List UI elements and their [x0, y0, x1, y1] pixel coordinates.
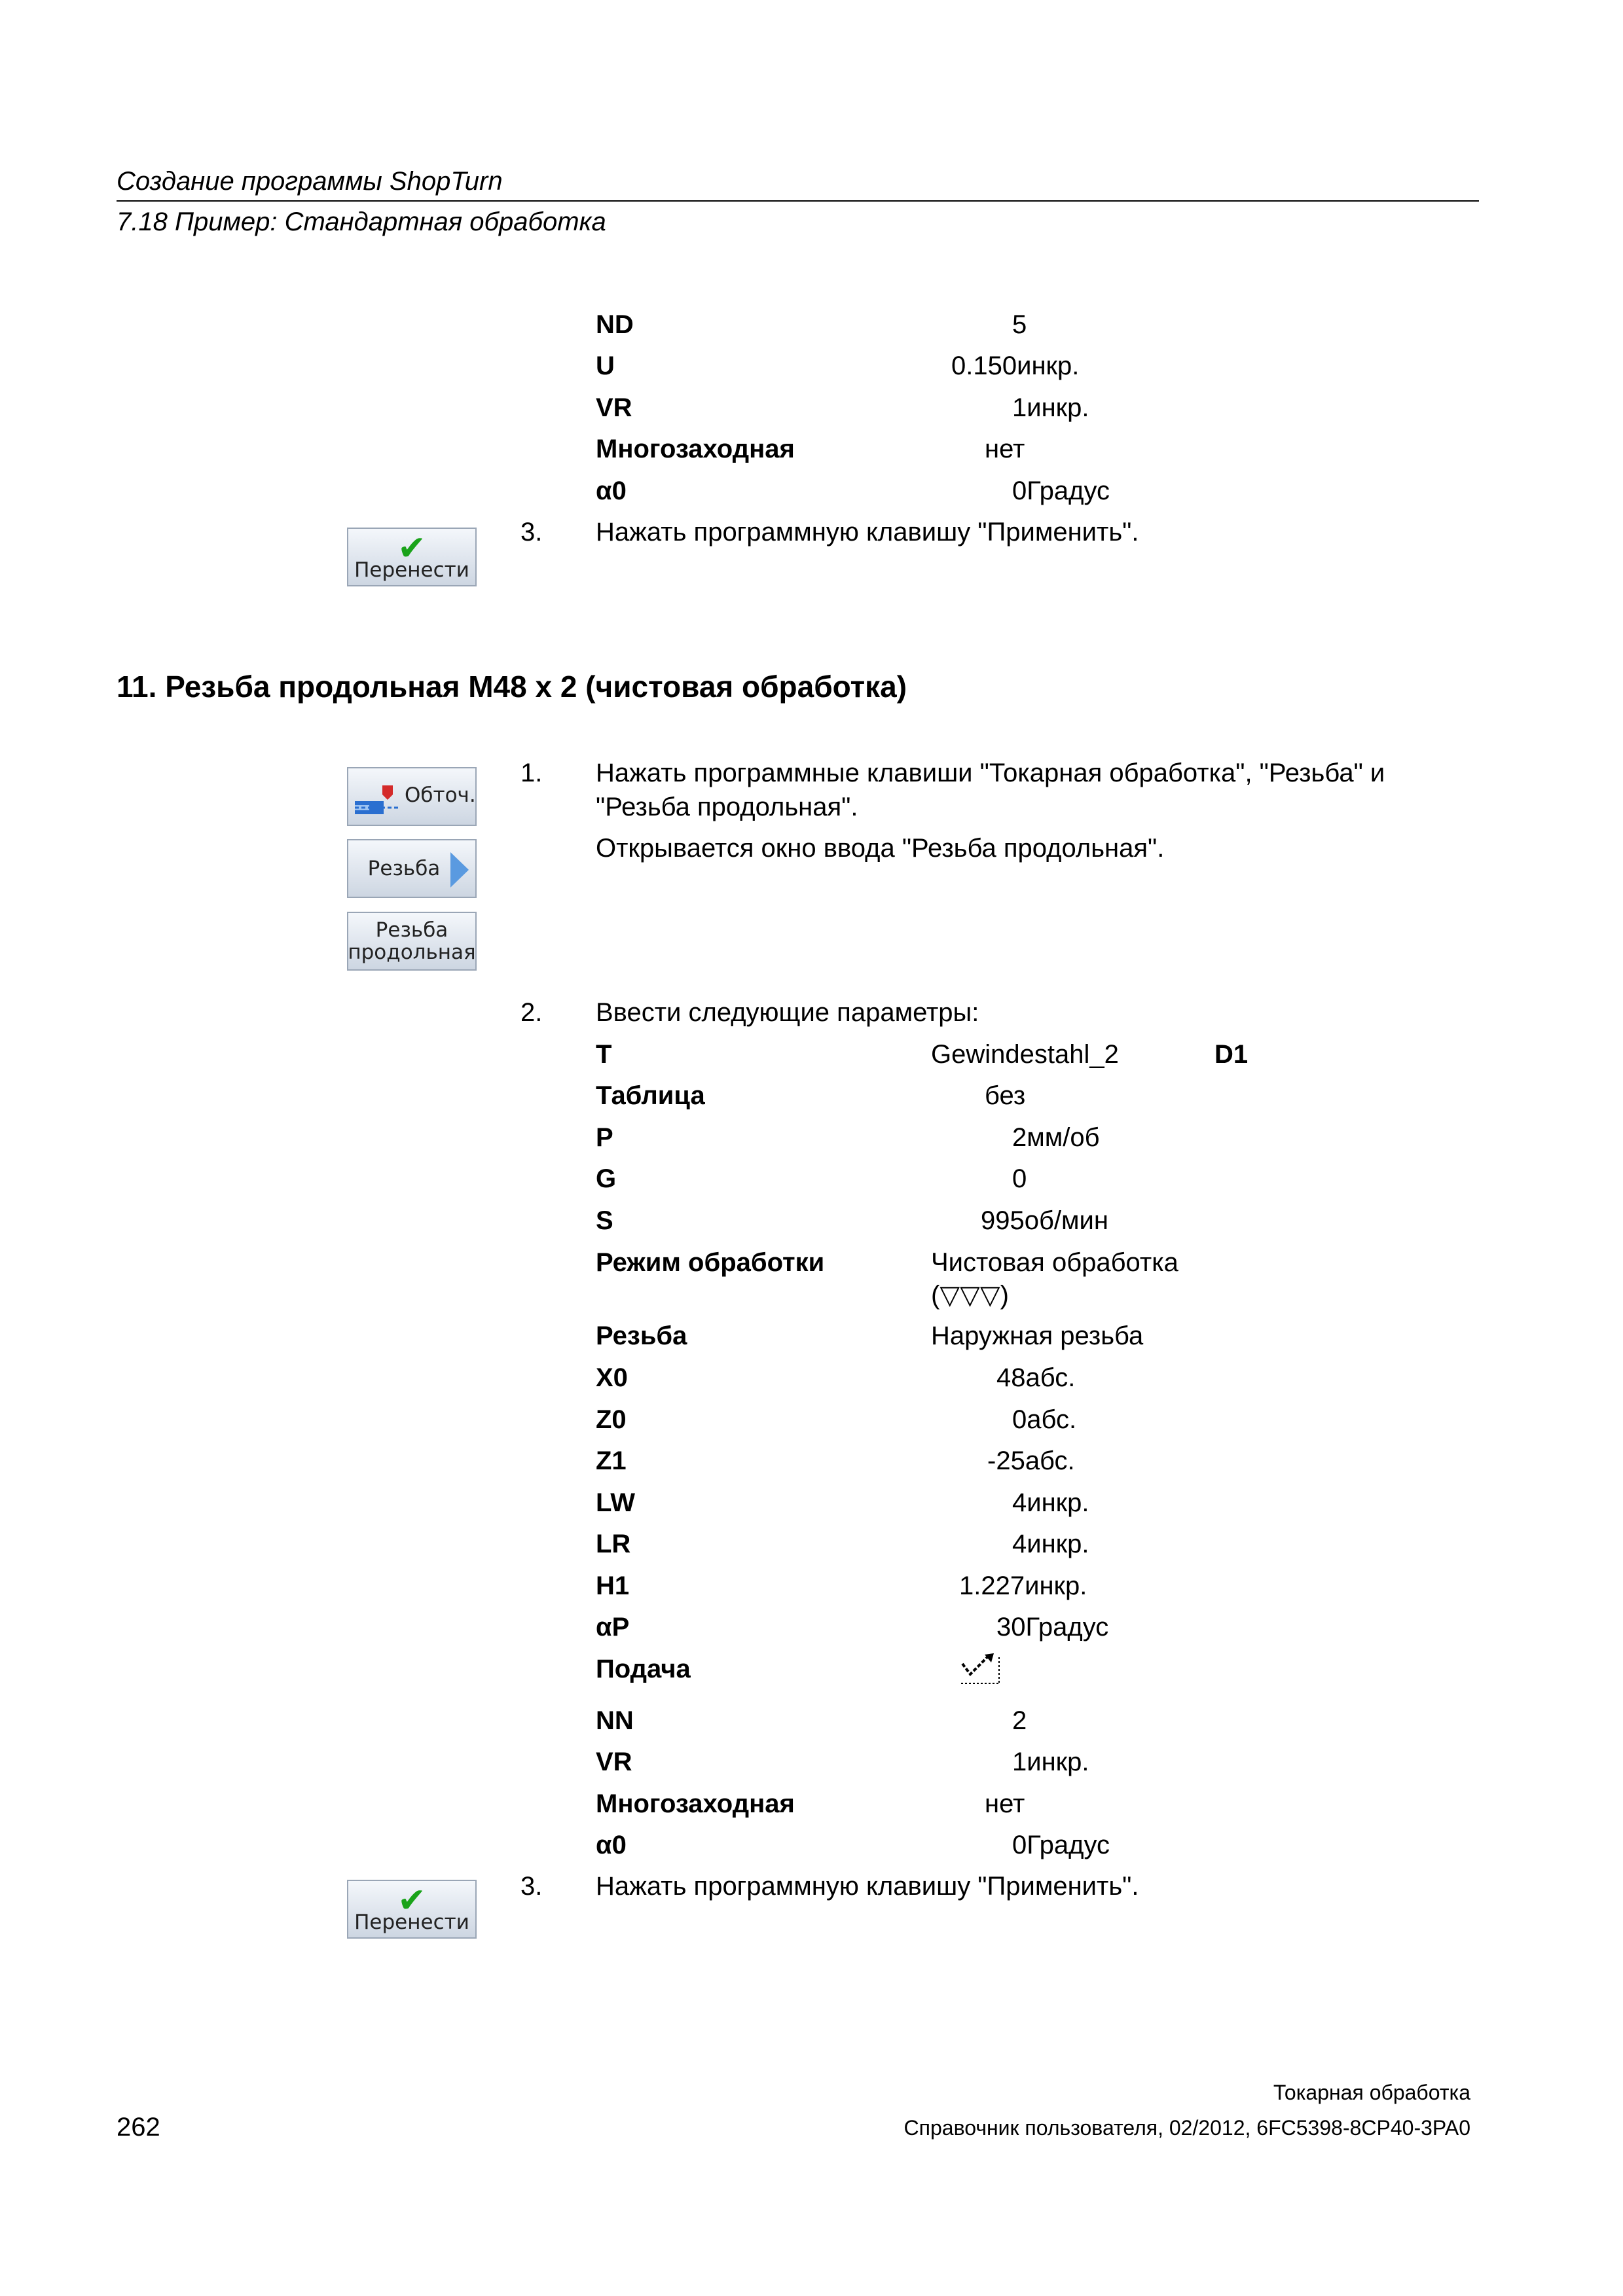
param-key-lw: LW	[596, 1488, 635, 1517]
step-text: Ввести следующие параметры:	[596, 998, 979, 1027]
apply-softkey[interactable]	[347, 528, 477, 586]
param-value-table: без	[985, 1081, 1026, 1110]
param-value-lw: 4инкр.	[1012, 1488, 1089, 1517]
param-value-alpha0: 0Градус	[1012, 476, 1110, 505]
param-key-table: Таблица	[596, 1081, 705, 1110]
param-value-alpha-p: 30Градус	[996, 1613, 1109, 1641]
param-value-nn: 2	[1012, 1706, 1027, 1735]
param-value-g: 0	[1012, 1164, 1027, 1193]
step-number: 3.	[520, 1872, 543, 1901]
page-number: 262	[117, 2113, 160, 2142]
param-value-machining-mode: Чистовая обработка	[931, 1248, 1178, 1277]
thread-softkey[interactable]	[347, 839, 477, 898]
param-key-t: T	[596, 1040, 612, 1069]
param-value-x0: 48абс.	[996, 1363, 1076, 1392]
param-key-z1: Z1	[596, 1446, 627, 1475]
step-number: 2.	[520, 998, 543, 1027]
step-text-line2: "Резьба продольная".	[596, 793, 858, 821]
param-key-vr: VR	[596, 393, 632, 422]
turning-icon	[354, 781, 399, 818]
apply-softkey[interactable]	[347, 1880, 477, 1939]
checkmark-icon: ✔	[397, 529, 426, 568]
param-key-alpha-p: αP	[596, 1613, 630, 1641]
param-key-alpha0: α0	[596, 476, 627, 505]
step-text-line1: Нажать программные клавиши "Токарная обработка", "Резьба" и	[596, 759, 1385, 787]
param-key-x0: X0	[596, 1363, 628, 1392]
apply-softkey-label: Перенести	[354, 558, 469, 582]
param-value-nd: 5	[1012, 310, 1027, 339]
feed-icon	[960, 1651, 1002, 1686]
param-key-lr: LR	[596, 1530, 631, 1558]
step-number: 1.	[520, 759, 543, 787]
param-key-s: S	[596, 1206, 613, 1235]
arrow-right-icon	[450, 852, 469, 888]
checkmark-icon: ✔	[397, 1881, 426, 1920]
param-value-s: 995об/мин	[981, 1206, 1108, 1235]
step-text: Нажать программную клавишу "Применить".	[596, 518, 1139, 547]
param-value-t: Gewindestahl_2	[931, 1040, 1119, 1069]
param-key-multistart: Многозаходная	[596, 1789, 795, 1818]
param-key-nd: ND	[596, 310, 634, 339]
param-value-p: 2мм/об	[1012, 1123, 1100, 1152]
thread-softkey-label: Резьба	[367, 856, 441, 880]
param-value-multistart: нет	[985, 1789, 1025, 1818]
thread-longitudinal-softkey-line1: Резьба	[375, 918, 448, 942]
param-value-thread: Наружная резьба	[931, 1321, 1144, 1350]
param-value-u: 0.150инкр.	[951, 351, 1080, 380]
param-key-machining-mode: Режим обработки	[596, 1248, 825, 1277]
param-key-nn: NN	[596, 1706, 634, 1735]
param-extra-d: D1	[1214, 1040, 1249, 1069]
param-value-lr: 4инкр.	[1012, 1530, 1089, 1558]
param-value-machining-mode-symbol: (▽▽▽)	[931, 1281, 1009, 1310]
footer-manual: Справочник пользователя, 02/2012, 6FC5398-8CP40-3PA0	[903, 2116, 1470, 2140]
param-value-z0: 0абс.	[1012, 1405, 1077, 1434]
param-key-vr: VR	[596, 1748, 632, 1776]
param-value-vr: 1инкр.	[1012, 1748, 1089, 1776]
thread-longitudinal-softkey-line2: продольная	[348, 941, 476, 964]
section-heading: 11. Резьба продольная M48 x 2 (чистовая обработка)	[117, 670, 907, 704]
param-value-multistart: нет	[985, 435, 1025, 463]
param-key-thread: Резьба	[596, 1321, 687, 1350]
param-key-h1: H1	[596, 1571, 630, 1600]
param-value-vr: 1инкр.	[1012, 393, 1089, 422]
param-key-multistart: Многозаходная	[596, 435, 795, 463]
thread-longitudinal-softkey[interactable]	[347, 912, 477, 971]
param-key-u: U	[596, 351, 615, 380]
param-key-z0: Z0	[596, 1405, 627, 1434]
param-value-alpha0: 0Градус	[1012, 1831, 1110, 1859]
chapter-title: Создание программы ShopTurn	[117, 167, 503, 196]
param-key-feed: Подача	[596, 1655, 691, 1683]
param-value-z1: -25абс.	[987, 1446, 1075, 1475]
step-number: 3.	[520, 518, 543, 547]
step-note: Открывается окно ввода "Резьба продольная".	[596, 834, 1165, 863]
footer-topic: Токарная обработка	[1273, 2081, 1470, 2104]
turning-softkey[interactable]	[347, 767, 477, 826]
turning-softkey-label: Обточ.	[405, 783, 476, 807]
step-text: Нажать программную клавишу "Применить".	[596, 1872, 1139, 1901]
apply-softkey-label: Перенести	[354, 1910, 469, 1934]
section-title-header: 7.18 Пример: Стандартная обработка	[117, 207, 606, 236]
param-key-g: G	[596, 1164, 617, 1193]
header-rule	[117, 200, 1479, 202]
param-key-alpha0: α0	[596, 1831, 627, 1859]
param-value-h1: 1.227инкр.	[959, 1571, 1087, 1600]
param-key-p: P	[596, 1123, 613, 1152]
